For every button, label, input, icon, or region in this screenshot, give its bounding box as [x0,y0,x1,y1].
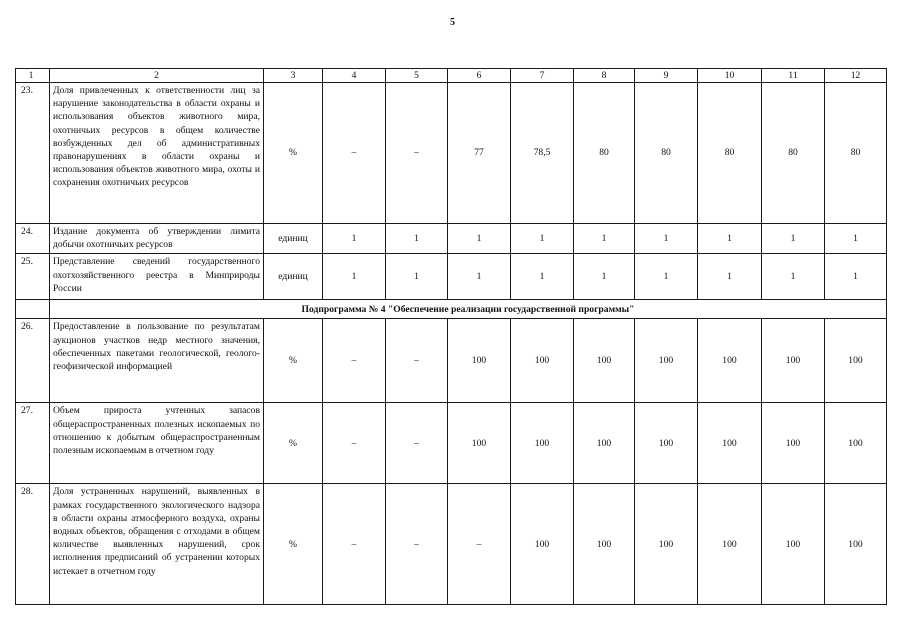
column-number-cell: 8 [574,69,635,83]
value-cell: 1 [386,254,448,300]
value-cell: 80 [762,83,825,224]
value-cell: – [386,484,448,605]
row-number-cell: 27. [16,403,50,484]
value-cell: – [323,484,386,605]
page-number: 5 [450,17,455,28]
value-cell: 100 [574,403,635,484]
value-cell: – [386,319,448,403]
table-row [16,484,887,605]
indicator-name-cell: Предоставление в пользование по результатам аукционов участков недр местного значения, обеспеченных пакетами геологической, геолого-геофизической информацией [50,319,264,403]
row-number-cell: 25. [16,254,50,300]
column-number-cell: 7 [511,69,574,83]
value-cell: 100 [635,319,698,403]
column-number-cell: 5 [386,69,448,83]
value-cell: 1 [698,254,762,300]
value-cell: – [448,484,511,605]
value-cell: 80 [635,83,698,224]
value-cell: 100 [762,484,825,605]
value-cell: 80 [574,83,635,224]
unit-cell: единиц [264,254,323,300]
unit-cell: % [264,83,323,224]
value-cell: 1 [448,254,511,300]
value-cell: 100 [825,319,887,403]
indicator-name-cell: Доля устраненных нарушений, выявленных в рамках государственного экологического надзора в области охраны атмосферного воздуха, охраны водных объектов, обращения с отходами в общем количестве выявленных нарушений, срок исполнения предписаний об устранении которых истекает в отчетном году [50,484,264,605]
indicator-name-cell: Представление сведений государственного охотхозяйственного реестра в Минприроды России [50,254,264,300]
value-cell: 1 [511,254,574,300]
value-cell: 100 [762,319,825,403]
value-cell: 100 [635,484,698,605]
value-cell: 1 [825,254,887,300]
value-cell: 1 [574,254,635,300]
subprogram-row [16,300,887,319]
value-cell: 1 [825,224,887,254]
table-row [16,83,887,224]
unit-cell: единиц [264,224,323,254]
value-cell: 100 [448,319,511,403]
indicator-name-cell: Доля привлеченных к ответственности лиц за нарушение законодательства в области охраны и использования объектов животного мира, охотничьих ресурсов в общем количестве возбужденных дел об административных правонарушениях в области охраны и использования объектов животного мира, охоты и сохранения охотничьих ресурсов [50,83,264,224]
value-cell: 1 [698,224,762,254]
row-number-cell: 23. [16,83,50,224]
unit-cell: % [264,403,323,484]
value-cell: 1 [635,254,698,300]
value-cell: 100 [511,319,574,403]
value-cell: – [323,83,386,224]
value-cell: 1 [574,224,635,254]
value-cell: 77 [448,83,511,224]
value-cell: 100 [574,319,635,403]
column-number-cell: 6 [448,69,511,83]
table-row [16,224,887,254]
indicator-name-cell: Объем прироста учтенных запасов общераспространенных полезных ископаемых по отношению к добытым общераспространенным полезным ископаемым в отчетном году [50,403,264,484]
column-number-cell: 2 [50,69,264,83]
unit-cell: % [264,484,323,605]
unit-cell: % [264,319,323,403]
indicators-table [15,68,887,605]
value-cell: 100 [448,403,511,484]
indicator-name-cell: Издание документа об утверждении лимита добычи охотничьих ресурсов [50,224,264,254]
row-number-cell: 24. [16,224,50,254]
column-number-cell: 11 [762,69,825,83]
value-cell: 1 [323,254,386,300]
subprogram-blank-cell [16,300,50,319]
column-number-cell: 4 [323,69,386,83]
value-cell: 100 [762,403,825,484]
value-cell: – [386,403,448,484]
value-cell: 1 [635,224,698,254]
value-cell: 80 [698,83,762,224]
value-cell: 100 [511,403,574,484]
table-row [16,319,887,403]
column-number-cell: 9 [635,69,698,83]
column-number-cell: 12 [825,69,887,83]
column-number-cell: 3 [264,69,323,83]
value-cell: 100 [698,484,762,605]
column-number-cell: 1 [16,69,50,83]
value-cell: – [323,319,386,403]
value-cell: 100 [511,484,574,605]
value-cell: – [386,83,448,224]
subprogram-title: Подпрограмма № 4 "Обеспечение реализации государственной программы" [50,300,887,319]
value-cell: – [323,403,386,484]
value-cell: 1 [762,254,825,300]
table-row [16,254,887,300]
value-cell: 78,5 [511,83,574,224]
table-body [16,69,887,605]
value-cell: 100 [574,484,635,605]
value-cell: 100 [635,403,698,484]
row-number-cell: 26. [16,319,50,403]
column-number-cell: 10 [698,69,762,83]
value-cell: 80 [825,83,887,224]
value-cell: 1 [323,224,386,254]
value-cell: 100 [698,403,762,484]
table-row [16,403,887,484]
value-cell: 1 [386,224,448,254]
value-cell: 100 [698,319,762,403]
value-cell: 1 [448,224,511,254]
value-cell: 100 [825,484,887,605]
value-cell: 100 [825,403,887,484]
row-number-cell: 28. [16,484,50,605]
value-cell: 1 [511,224,574,254]
column-number-row [16,69,887,83]
value-cell: 1 [762,224,825,254]
